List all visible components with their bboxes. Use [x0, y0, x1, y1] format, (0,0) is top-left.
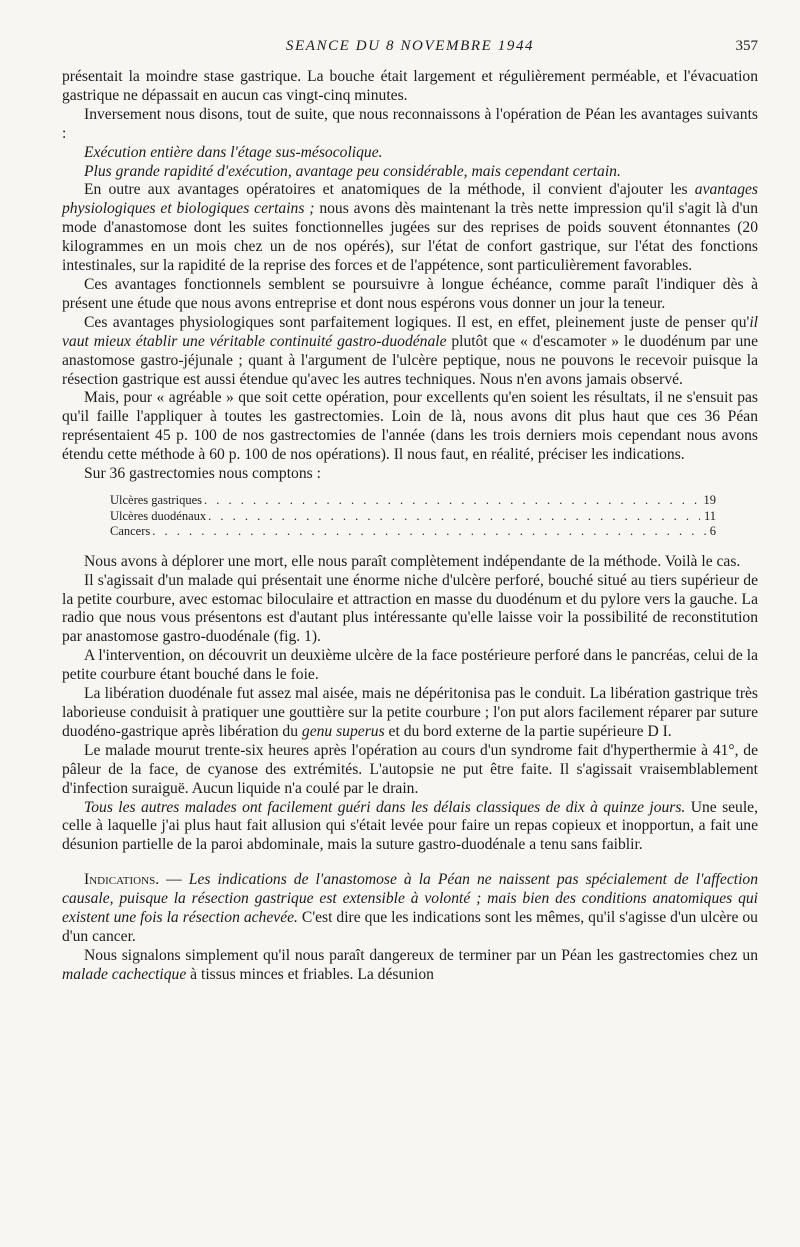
- paragraph: Le malade mourut trente-six heures après l'opération au cours d'un syndrome fait d'hyperthermie à 41°, de pâleur de la face, de cyanose des extrémités. L'autopsie ne put être faite. Il s'agissait vraisemblablement d'infection suraiguë. Aucun liquide n'a coulé par le drain.: [62, 741, 758, 797]
- stat-value: 11: [703, 508, 716, 523]
- stat-row: [110, 524, 716, 540]
- leader-dots: [150, 524, 705, 540]
- paragraph: Ces avantages fonctionnels semblent se poursuivre à longue échéance, comme paraît l'indiquer dès à présent une étude que nous avons entreprise et dont nous espérons vous donner un jour la teneur.: [62, 275, 758, 312]
- running-header: [62, 38, 758, 68]
- stat-row: [110, 493, 716, 509]
- paragraph: Sur 36 gastrectomies nous comptons :: [84, 465, 321, 483]
- paragraph: Mais, pour « agréable » que soit cette opération, pour excellents qu'en soient les résultats, il ne s'ensuit pas qu'il faille l'appliquer à toutes les gastrectomies. Loin de là, nous avons dit plus haut que ces 36 Péan représentaient 45 p. 100 de nos gastrectomies de l'année (dans les trois derniers mois cependant nous avons étendu cette méthode à 60 p. 100 de nos opérations). Il nous faut, en réalité, préciser les indications.: [62, 389, 758, 464]
- paragraph: Nous avons à déplorer une mort, elle nous paraît complètement indépendante de la méthode. Voilà le cas.: [84, 552, 741, 570]
- body-text: [62, 68, 758, 985]
- paragraph: La libération duodénale fut assez mal aisée, mais ne dépéritonisa pas le conduit. La libération gastrique très laborieuse conduisit à pratiquer une gouttière sur la petite courbure ; l'on put alors facilement réparer par suture duodéno-gastrique après libération du genu superus et du bord externe de la partie supérieure D I.: [62, 685, 758, 740]
- paragraph: Tous les autres malades ont facilement guéri dans les délais classiques de dix à quinze jours. Une seule, celle à laquelle j'ai plus haut fait allusion qui s'était levée pour faire un repas copieux et inopportun, a fait une désunion partielle de la paroi abdominale, mais la suture gastro-duodénale a tenu sans faiblir.: [62, 798, 759, 854]
- stat-row: [110, 509, 716, 525]
- leader-dots: [202, 493, 700, 509]
- stat-label: Ulcères duodénaux: [110, 508, 207, 523]
- paragraph: Ces avantages physiologiques sont parfaitement logiques. Il est, en effet, pleinement juste de penser qu'il vaut mieux établir une véritable continuité gastro-duodénale plutôt que « d'escamoter » le duodénum par une anastomose gastro-jéjunale ; quant à l'argument de l'ulcère peptique, nous ne pouvons le recevoir puisque la résection gastrique est aussi étendue qu'avec les autres techniques. Nous n'en avons jamais observé.: [62, 313, 759, 388]
- stat-value: 6: [709, 524, 716, 539]
- running-title: SEANCE DU 8 NOVEMBRE 1944: [285, 38, 535, 54]
- paragraph: Il s'agissait d'un malade qui présentait une énorme niche d'ulcère perforé, bouché situé au tiers supérieur de la petite courbure, avec estomac biloculaire et attraction en masse du duodénum et du pylore vers la gauche. La radio que nous vous présentons est d'autant plus intéressante qu'elle laisse voir la possibilité de reconstitution par anastomose gastro-duodénale (fig. 1).: [62, 571, 758, 646]
- paragraph: A l'intervention, on découvrit un deuxième ulcère de la face postérieure perforé dans le pancréas, celui de la petite courbure étant bouché dans le foie.: [62, 647, 758, 684]
- page-number: 357: [735, 38, 758, 54]
- section-gap: [62, 855, 758, 871]
- paragraph: En outre aux avantages opératoires et anatomiques de la méthode, il convient d'ajouter les avantages physiologiques et biologiques certains ; nous avons dès maintenant la très nette impression qu'il s'agit là d'un mode d'anastomose dont les suites fonctionnelles jugées sur des reprises de poids souvent étonnantes (20 kilogrammes en un mois chez un de nos opérés), sur l'état de confort gastrique, sur l'état des fonctions intestinales, sur la rapidité de la reprise des forces et de l'appétence, sont particulièrement favorables.: [62, 181, 758, 275]
- paragraph: présentait la moindre stase gastrique. La bouche était largement et régulièrement perméable, et l'évacuation gastrique ne dépassait en aucun cas vingt-cinq minutes.: [62, 68, 758, 104]
- paragraph: Exécution entière dans l'étage sus-mésocolique.: [84, 143, 383, 161]
- stat-label: Cancers: [110, 524, 151, 539]
- stat-label: Ulcères gastriques: [110, 492, 202, 507]
- paragraph: Plus grande rapidité d'exécution, avantage peu considérable, mais cependant certain.: [84, 162, 621, 180]
- leader-dots: [206, 509, 700, 525]
- paragraph: Inversement nous disons, tout de suite, que nous reconnaissons à l'opération de Péan les avantages suivants :: [62, 105, 758, 142]
- paragraph: Nous signalons simplement qu'il nous paraît dangereux de terminer par un Péan les gastrectomies chez un malade cachectique à tissus minces et friables. La désunion: [62, 946, 758, 983]
- statistics-list: [110, 493, 716, 540]
- paragraph: Indications. — Les indications de l'anastomose à la Péan ne naissent pas spécialement de l'affection causale, puisque la résection gastrique est extensible à volonté ; mais bien des conditions anatomiques qui existent une fois la résection achevée. C'est dire que les indications sont les mêmes, qu'il s'agisse d'un ulcère ou d'un cancer.: [62, 871, 758, 945]
- stat-value: 19: [703, 492, 716, 507]
- section-heading: Indications.: [84, 871, 160, 889]
